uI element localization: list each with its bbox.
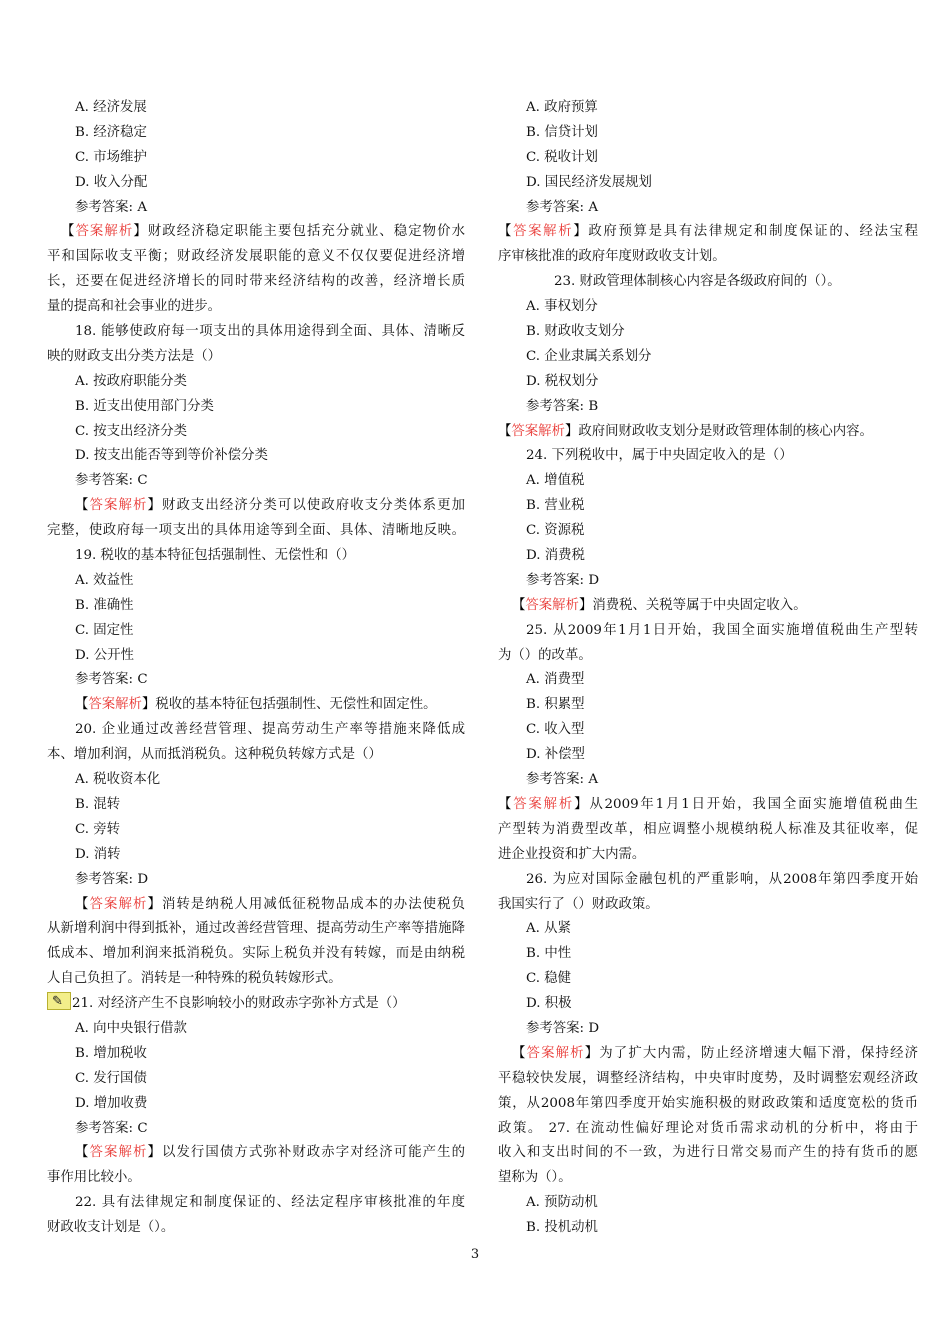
line-text: C. 企业隶属关系划分	[526, 348, 652, 364]
text-line	[47, 743, 465, 768]
line-text: 映的财政支出分类方法是（）	[47, 348, 222, 364]
text-line	[498, 768, 918, 793]
text-line	[498, 171, 918, 196]
line-text: 人自己负担了。消转是一种特殊的税负转嫁形式。	[47, 971, 342, 987]
line-text: C. 收入型	[526, 722, 585, 738]
tag-open-bracket: 【	[75, 896, 90, 912]
line-text: 本、增加利润，从而抵消税负。这种税负转嫁方式是（）	[47, 747, 382, 763]
tag-label: 答案解析	[89, 896, 148, 912]
answer-analysis-line	[498, 220, 918, 245]
line-text: D. 公开性	[75, 647, 134, 663]
line-text: 从新增利润中得到抵补，通过改善经营管理、提高劳动生产率等措施降	[47, 921, 465, 937]
text-line	[47, 146, 465, 171]
answer-analysis-line	[498, 420, 918, 445]
text-line	[47, 444, 465, 469]
text-line	[498, 295, 918, 320]
tag-label: 答案解析	[526, 1045, 585, 1061]
line-text: A. 预防动机	[526, 1195, 598, 1211]
tag-close-bracket: 】	[147, 1145, 162, 1161]
text-line	[47, 171, 465, 196]
line-text: 政策。 27. 在流动性偏好理论对货币需求动机的分析中，将由于	[498, 1120, 918, 1136]
line-text: 量的提高和社会事业的进步。	[47, 299, 222, 315]
text-line	[498, 96, 918, 121]
line-text: B. 投机动机	[526, 1220, 598, 1236]
text-line	[498, 245, 918, 270]
line-text: 参考答案: C	[75, 473, 148, 489]
text-line	[498, 967, 918, 992]
line-text: B. 积累型	[526, 697, 585, 713]
answer-analysis-line	[47, 893, 465, 918]
tag-close-bracket: 】	[578, 597, 593, 613]
line-text: 序审核批准的政府年度财政收支计划。	[498, 249, 726, 265]
tag-label: 答案解析	[89, 1145, 148, 1161]
line-text: B. 信贷计划	[526, 124, 598, 140]
tag-close-bracket: 】	[584, 1045, 600, 1061]
line-text: 参考答案: D	[526, 572, 600, 588]
text-line	[498, 1017, 918, 1042]
line-text: C. 税收计划	[526, 149, 598, 165]
line-text: 低成本、增加利润来抵消税负。实际上税负并没有转嫁，而是由纳税	[47, 946, 465, 962]
text-line	[47, 569, 465, 594]
answer-analysis-tag	[498, 797, 589, 812]
line-text: 平稳较快发展，调整经济结构，中央审时度势，及时调整宏观经济政	[498, 1070, 918, 1086]
line-text: B. 财政收支划分	[526, 324, 625, 340]
text-line	[498, 942, 918, 967]
text-line	[47, 1092, 465, 1117]
text-line	[47, 917, 465, 942]
text-line	[47, 768, 465, 793]
text-line	[47, 942, 465, 967]
tag-close-bracket: 】	[147, 498, 162, 514]
tag-open-bracket: 【	[512, 1045, 527, 1061]
line-text: 为了扩大内需，防止经济增速大幅下滑，保持经济	[599, 1045, 918, 1061]
line-text: C. 按支出经济分类	[75, 423, 188, 439]
line-text: B. 混转	[75, 796, 121, 812]
line-text: 以发行国债方式弥补财政赤字对经济可能产生的	[161, 1145, 465, 1161]
text-line	[47, 370, 465, 395]
highlight-marker-icon[interactable]	[47, 992, 71, 1010]
line-text: 财政收支计划是（）。	[47, 1220, 175, 1236]
line-text: 21. 对经济产生不良影响较小的财政赤字弥补方式是（）	[72, 996, 406, 1012]
tag-open-bracket: 【	[498, 423, 512, 439]
text-line	[47, 519, 465, 544]
tag-open-bracket: 【	[512, 597, 526, 613]
line-text: 产型转为消费型改革，相应调整小规模纳税人标准及其征收率，促	[498, 821, 918, 837]
tag-close-bracket: 】	[147, 896, 162, 912]
tag-label: 答案解析	[513, 796, 575, 812]
answer-analysis-tag	[75, 498, 162, 513]
line-text: 25. 从2009年1月1日开始，我国全面实施增值税曲生产型转	[526, 622, 918, 638]
line-text: C. 旁转	[75, 821, 121, 837]
line-text: 财政经济稳定职能主要包括充分就业、稳定物价水	[147, 224, 465, 240]
line-text: C. 资源税	[526, 523, 585, 539]
text-line	[498, 444, 918, 469]
text-line	[498, 693, 918, 718]
line-text: A. 效益性	[75, 572, 134, 588]
text-line	[47, 320, 465, 345]
text-line	[47, 1166, 465, 1191]
text-line	[498, 569, 918, 594]
text-line	[47, 619, 465, 644]
line-text: 参考答案: C	[75, 672, 148, 688]
line-text: A. 消费型	[526, 672, 585, 688]
tag-open-bracket: 【	[75, 1145, 90, 1161]
line-text: 参考答案: D	[526, 1020, 600, 1036]
line-text: 从2009年1月1日开始，我国全面实施增值税曲生	[589, 796, 918, 812]
text-line	[47, 295, 465, 320]
text-line	[47, 196, 465, 221]
line-text: B. 准确性	[75, 597, 134, 613]
line-text: B. 中性	[526, 946, 572, 962]
line-text: 参考答案: A	[526, 199, 599, 215]
text-line	[498, 270, 918, 295]
line-text: D. 收入分配	[75, 174, 148, 190]
line-text: D. 按支出能否等到等价补偿分类	[75, 448, 268, 464]
answer-analysis-tag	[512, 598, 592, 613]
line-text: 收入和支出时间的不一致，为进行日常交易而产生的持有货币的愿	[498, 1145, 918, 1161]
line-text: D. 国民经济发展规划	[526, 174, 652, 190]
line-text: 23. 财政管理体制核心内容是各级政府间的（）。	[554, 274, 841, 290]
answer-analysis-tag	[61, 224, 148, 239]
line-text: 事作用比较小。	[47, 1170, 141, 1186]
text-line	[498, 992, 918, 1017]
text-line	[47, 668, 465, 693]
line-text: 参考答案: A	[526, 772, 599, 788]
line-text: 策，从2008年第四季度开始实施积极的财政政策和适度宽松的货币	[498, 1095, 918, 1111]
line-text: A. 政府预算	[526, 100, 598, 115]
text-line	[498, 1092, 918, 1117]
text-line	[498, 519, 918, 544]
line-text: 财政支出经济分类可以使政府收支分类体系更加	[161, 498, 465, 514]
text-line	[498, 1166, 918, 1191]
text-line	[47, 594, 465, 619]
line-text: D. 增加收费	[75, 1095, 148, 1111]
text-line	[47, 270, 465, 295]
tag-close-bracket: 】	[573, 224, 589, 240]
tag-open-bracket: 【	[498, 224, 514, 240]
line-text: 长，还要在促进经济增长的同时带来经济结构的改善，经济增长质	[47, 274, 465, 290]
tag-label: 答案解析	[89, 498, 148, 514]
line-text: B. 经济稳定	[75, 124, 147, 140]
line-text: A. 按政府职能分类	[75, 373, 187, 389]
line-text: B. 近支出使用部门分类	[75, 398, 214, 414]
tag-open-bracket: 【	[61, 224, 76, 240]
line-text: D. 补偿型	[526, 747, 585, 763]
text-line	[498, 843, 918, 868]
text-line	[498, 544, 918, 569]
text-line	[47, 818, 465, 843]
line-text: 18. 能够使政府每一项支出的具体用途得到全面、具体、清晰反	[75, 324, 465, 340]
line-text: 参考答案: C	[75, 1120, 148, 1136]
text-line	[47, 395, 465, 420]
line-text: 26. 为应对国际金融包机的严重影响，从2008年第四季度开始	[526, 871, 918, 887]
text-line	[498, 395, 918, 420]
text-line	[47, 843, 465, 868]
line-text: 为（）的改革。	[498, 647, 592, 663]
text-line	[47, 1067, 465, 1092]
line-text: 24. 下列税收中，属于中央固定收入的是（）	[526, 448, 793, 464]
text-line	[498, 320, 918, 345]
line-text: C. 稳健	[526, 971, 572, 987]
text-line	[498, 644, 918, 669]
text-line	[47, 1191, 465, 1216]
line-text: D. 消转	[75, 846, 121, 862]
tag-label: 答案解析	[525, 597, 579, 613]
tag-label: 答案解析	[511, 423, 565, 439]
text-line	[498, 893, 918, 918]
text-line	[498, 1216, 918, 1241]
answer-analysis-line	[498, 1042, 918, 1067]
tag-close-bracket: 】	[574, 796, 590, 812]
line-text: B. 营业税	[526, 498, 585, 514]
line-text: 完整，使政府每一项支出的具体用途等到全面、具体、清晰地反映。	[47, 523, 465, 539]
tag-close-bracket: 】	[564, 423, 579, 439]
line-text: D. 积极	[526, 996, 572, 1012]
line-text: D. 消费税	[526, 548, 585, 564]
text-line	[47, 868, 465, 893]
line-text: 政府间财政收支划分是财政管理体制的核心内容。	[578, 423, 873, 439]
answer-analysis-line	[47, 494, 465, 519]
text-line	[47, 345, 465, 370]
line-text: A. 税收资本化	[75, 772, 161, 788]
tag-label: 答案解析	[75, 224, 134, 240]
text-line	[47, 1216, 465, 1241]
page-number: 3	[470, 1247, 480, 1262]
text-line	[498, 1067, 918, 1092]
text-line	[498, 743, 918, 768]
text-line	[498, 1117, 918, 1142]
text-line	[498, 668, 918, 693]
text-line	[498, 619, 918, 644]
tag-close-bracket: 】	[141, 697, 156, 713]
text-line	[498, 345, 918, 370]
line-text: D. 税权划分	[526, 373, 599, 389]
tag-open-bracket: 【	[75, 498, 90, 514]
line-text: 消费税、关税等属于中央固定收入。	[592, 597, 807, 613]
text-line	[498, 370, 918, 395]
answer-analysis-tag	[498, 424, 578, 439]
answer-analysis-line	[498, 594, 918, 619]
line-text: 平和国际收支平衡；财政经济发展职能的意义不仅仅要促进经济增	[47, 249, 465, 265]
text-line	[498, 121, 918, 146]
text-line	[47, 1017, 465, 1042]
text-line	[47, 121, 465, 146]
tag-open-bracket: 【	[498, 796, 514, 812]
text-line	[498, 1191, 918, 1216]
text-line	[47, 420, 465, 445]
text-line	[47, 1117, 465, 1142]
text-line	[498, 494, 918, 519]
answer-analysis-line	[47, 693, 465, 718]
text-line	[47, 967, 465, 992]
text-line	[47, 793, 465, 818]
line-text: C. 市场维护	[75, 149, 147, 165]
answer-analysis-tag	[75, 897, 162, 912]
text-line	[498, 868, 918, 893]
line-text: A. 增值税	[526, 473, 585, 489]
line-text: 消转是纳税人用减低征税物品成本的办法使税负	[161, 896, 465, 912]
line-text: 我国实行了（）财政政策。	[498, 896, 659, 912]
answer-analysis-tag	[498, 224, 588, 239]
line-text: 望称为（）。	[498, 1170, 572, 1186]
answer-analysis-line	[47, 220, 465, 245]
line-text: 19. 税收的基本特征包括强制性、无偿性和（）	[75, 548, 355, 564]
tag-open-bracket: 【	[75, 697, 89, 713]
text-line	[498, 818, 918, 843]
answer-analysis-tag	[512, 1046, 599, 1061]
line-text: C. 固定性	[75, 622, 134, 638]
line-text: 政府预算是具有法律规定和制度保证的、经法宝程	[588, 224, 918, 240]
line-text: A. 经济发展	[75, 100, 147, 115]
line-text: 进企业投资和扩大内需。	[498, 846, 646, 862]
answer-analysis-line	[47, 1141, 465, 1166]
tag-label: 答案解析	[513, 224, 574, 240]
text-line	[47, 992, 465, 1017]
line-text: B. 增加税收	[75, 1045, 147, 1061]
text-line	[498, 469, 918, 494]
left-column	[47, 96, 465, 1241]
line-text: 参考答案: A	[75, 199, 148, 215]
answer-analysis-tag	[75, 697, 155, 712]
line-text: 20. 企业通过改善经营管理、提高劳动生产率等措施来降低成	[75, 722, 465, 738]
text-line	[498, 917, 918, 942]
text-line	[47, 544, 465, 569]
text-line	[498, 146, 918, 171]
answer-analysis-tag	[75, 1145, 162, 1160]
text-line	[498, 196, 918, 221]
line-text: A. 从紧	[526, 921, 571, 937]
tag-close-bracket: 】	[133, 224, 148, 240]
text-line	[498, 718, 918, 743]
line-text: 22. 具有法律规定和制度保证的、经法定程序审核批准的年度	[75, 1195, 465, 1211]
line-text: 参考答案: B	[526, 398, 599, 414]
line-text: C. 发行国债	[75, 1070, 147, 1086]
answer-analysis-line	[498, 793, 918, 818]
right-column	[498, 96, 918, 1241]
text-line	[47, 96, 465, 121]
text-line	[47, 469, 465, 494]
line-text: A. 事权划分	[526, 299, 598, 315]
text-line	[47, 644, 465, 669]
line-text: A. 向中央银行借款	[75, 1020, 187, 1036]
line-text: 税收的基本特征包括强制性、无偿性和固定性。	[155, 697, 437, 713]
text-line	[47, 1042, 465, 1067]
tag-label: 答案解析	[88, 697, 142, 713]
text-line	[47, 718, 465, 743]
text-line	[498, 1141, 918, 1166]
line-text: 参考答案: D	[75, 871, 149, 887]
text-line	[47, 245, 465, 270]
